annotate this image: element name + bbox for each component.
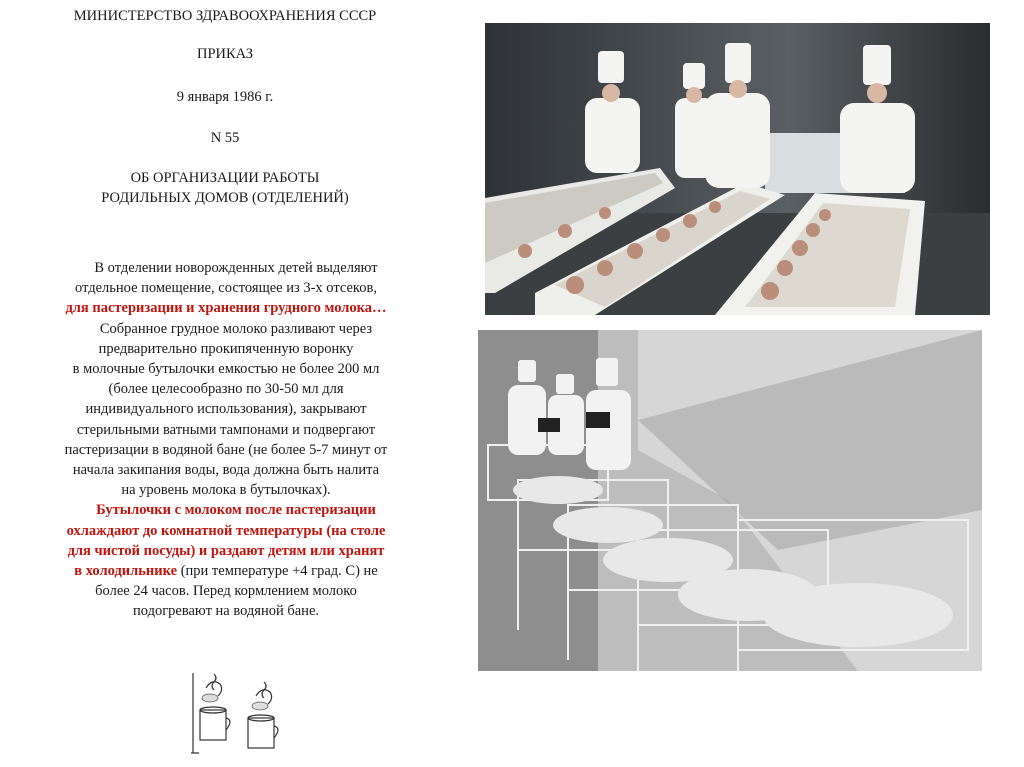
body-line: индивидуального использования), закрывают bbox=[85, 401, 367, 418]
nursery-cribs-photo bbox=[478, 330, 982, 671]
order-body-text bbox=[22, 258, 430, 622]
body-line: стерильными ватными тампонами и подвергают bbox=[76, 421, 376, 438]
body-line-highlight: в холодильнике bbox=[74, 563, 178, 580]
body-line-highlight: охлаждают до комнатной температуры (на столе bbox=[66, 522, 386, 539]
body-line-mixed bbox=[22, 561, 430, 581]
order-title-line-2: РОДИЛЬНЫХ ДОМОВ (ОТДЕЛЕНИЙ) bbox=[101, 190, 349, 206]
body-line: предварительно прокипяченную воронку bbox=[98, 340, 354, 357]
body-line: В отделении новорожденных детей выделяют bbox=[94, 260, 378, 276]
body-line-rest: (при температуре +4 град. С) не bbox=[177, 563, 378, 580]
body-line: на уровень молока в бутылочках). bbox=[121, 482, 331, 499]
order-title-line-1: ОБ ОРГАНИЗАЦИИ РАБОТЫ bbox=[130, 170, 320, 186]
body-line: Собранное грудное молоко разливают через bbox=[99, 320, 373, 337]
body-line: в молочные бутылочки емкостью не более 200 мл bbox=[72, 361, 380, 378]
order-label: ПРИКАЗ bbox=[196, 46, 254, 62]
body-line-highlight: Бутылочки с молоком после пастеризации bbox=[96, 502, 376, 519]
ministry-name: МИНИСТЕРСТВО ЗДРАВООХРАНЕНИЯ СССР bbox=[73, 8, 377, 24]
body-line: отдельное помещение, состоящее из 3-х отсеков, bbox=[75, 280, 377, 297]
nurses-with-newborns-photo bbox=[485, 23, 990, 315]
body-line-highlight: для чистой посуды) и раздают детям или хранят bbox=[67, 542, 385, 559]
body-line: более 24 часов. Перед кормлением молоко bbox=[95, 583, 357, 600]
body-line-highlight: для пастеризации и хранения грудного молока… bbox=[65, 300, 387, 317]
body-line: пастеризации в водяной бане (не более 5-7 минут от bbox=[64, 441, 388, 458]
body-line: начала закипания воды, вода должна быть налита bbox=[72, 462, 380, 479]
body-line: (более целесообразно по 30-50 мл для bbox=[108, 381, 344, 398]
order-date: 9 января 1986 г. bbox=[176, 89, 274, 105]
body-line: подогревают на водяной бане. bbox=[132, 603, 320, 620]
milk-pasteurization-sketch bbox=[188, 668, 292, 756]
order-number: N 55 bbox=[210, 130, 240, 146]
